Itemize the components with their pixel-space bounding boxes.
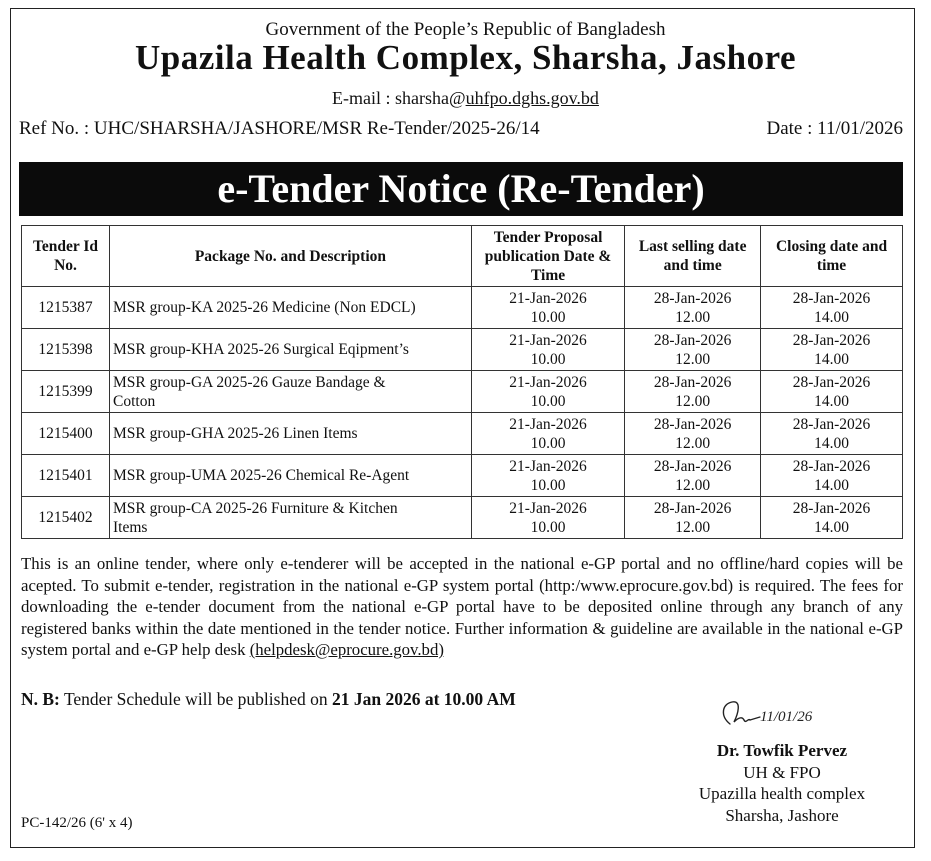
tender-id-cell: 1215398 [22,329,110,371]
handwritten-signature [716,696,846,736]
last-selling-cell: 28-Jan-2026 12.00 [625,287,761,329]
description-cell: MSR group-GHA 2025-26 Linen Items [110,413,472,455]
signatory-block [672,740,892,826]
closing-cell: 28-Jan-2026 14.00 [761,329,903,371]
last-selling-cell: 28-Jan-2026 12.00 [625,497,761,539]
signatory-name: Dr. Towfik Pervez [716,741,848,760]
nb-label: N. B: [21,689,60,709]
tender-table [21,225,903,539]
closing-cell: 28-Jan-2026 14.00 [761,371,903,413]
last-selling-cell: 28-Jan-2026 12.00 [625,413,761,455]
table-row [22,413,903,455]
header-last-selling: Last selling date and time [625,226,761,287]
closing-cell: 28-Jan-2026 14.00 [761,455,903,497]
last-selling-cell: 28-Jan-2026 12.00 [625,371,761,413]
email-local: sharsha@ [395,88,466,108]
header-tender-id: Tender Id No. [22,226,110,287]
government-line: Government of the People’s Republic of Bangladesh [265,19,666,40]
signatory-place: Sharsha, Jashore [725,805,839,825]
table-header-row [22,226,903,287]
ref-number: Ref No. : UHC/SHARSHA/JASHORE/MSR Re-Tender/2025-26/14 [19,118,540,139]
publication-cell: 21-Jan-2026 10.00 [471,455,624,497]
description-cell: MSR group-UMA 2025-26 Chemical Re-Agent [110,455,472,497]
header-publication: Tender Proposal publication Date & Time [471,226,624,287]
email-label: E-mail : [332,88,391,108]
tender-id-cell: 1215399 [22,371,110,413]
signatory-office: Upazilla health complex [698,784,866,803]
tender-id-cell: 1215402 [22,497,110,539]
office-title: Upazila Health Complex, Sharsha, Jashore [134,38,797,77]
nb-line [21,689,516,710]
publication-cell: 21-Jan-2026 10.00 [471,287,624,329]
tender-id-cell: 1215401 [22,455,110,497]
signature-date: 11/01/26 [760,709,813,725]
reference-line [19,118,903,140]
last-selling-cell: 28-Jan-2026 12.00 [625,455,761,497]
tender-id-cell: 1215400 [22,413,110,455]
table-row [22,455,903,497]
table-row [22,329,903,371]
notice-banner: e-Tender Notice (Re-Tender) [19,162,903,216]
description-cell: MSR group-GA 2025-26 Gauze Bandage & Cotton [110,371,472,413]
publication-cell: 21-Jan-2026 10.00 [471,413,624,455]
description-cell: MSR group-KHA 2025-26 Surgical Eqipment’s [110,329,472,371]
closing-cell: 28-Jan-2026 14.00 [761,497,903,539]
table-row [22,287,903,329]
tender-id-cell: 1215387 [22,287,110,329]
table-row [22,497,903,539]
closing-cell: 28-Jan-2026 14.00 [761,413,903,455]
table-row [22,371,903,413]
notice-paragraph [21,553,903,661]
email-domain[interactable]: uhfpo.dghs.gov.bd [465,88,599,108]
footer-code: PC-142/26 (6' x 4) [21,815,133,831]
notice-text: This is an online tender, where only e-tenderer will be accepted in the national e-GP portal and no offline/hard copies will be acepted. To submit e-tender, registration in the national e-GP system portal (http:/www.eprocure.gov.bd) is required. The fees for downloading the e-tender document from the national e-GP portal have to be deposited online through any branch of any registered banks within the date mentioned in the tender notice. Further information & guideline are available in the national e-GP system portal and e-GP help desk [21,554,903,659]
nb-text: Tender Schedule will be published on [59,689,332,709]
header-closing: Closing date and time [761,226,903,287]
header-description: Package No. and Description [110,226,472,287]
email-line [0,88,931,109]
closing-cell: 28-Jan-2026 14.00 [761,287,903,329]
publication-cell: 21-Jan-2026 10.00 [471,329,624,371]
signatory-title: UH & FPO [743,762,821,782]
description-cell: MSR group-CA 2025-26 Furniture & Kitchen Items [110,497,472,539]
nb-highlight: 21 Jan 2026 at 10.00 AM [331,689,516,709]
description-cell: MSR group-KA 2025-26 Medicine (Non EDCL) [110,287,472,329]
publication-cell: 21-Jan-2026 10.00 [471,497,624,539]
last-selling-cell: 28-Jan-2026 12.00 [625,329,761,371]
notice-date: Date : 11/01/2026 [766,118,903,139]
helpdesk-link[interactable]: (helpdesk@eprocure.gov.bd) [249,640,444,659]
publication-cell: 21-Jan-2026 10.00 [471,371,624,413]
